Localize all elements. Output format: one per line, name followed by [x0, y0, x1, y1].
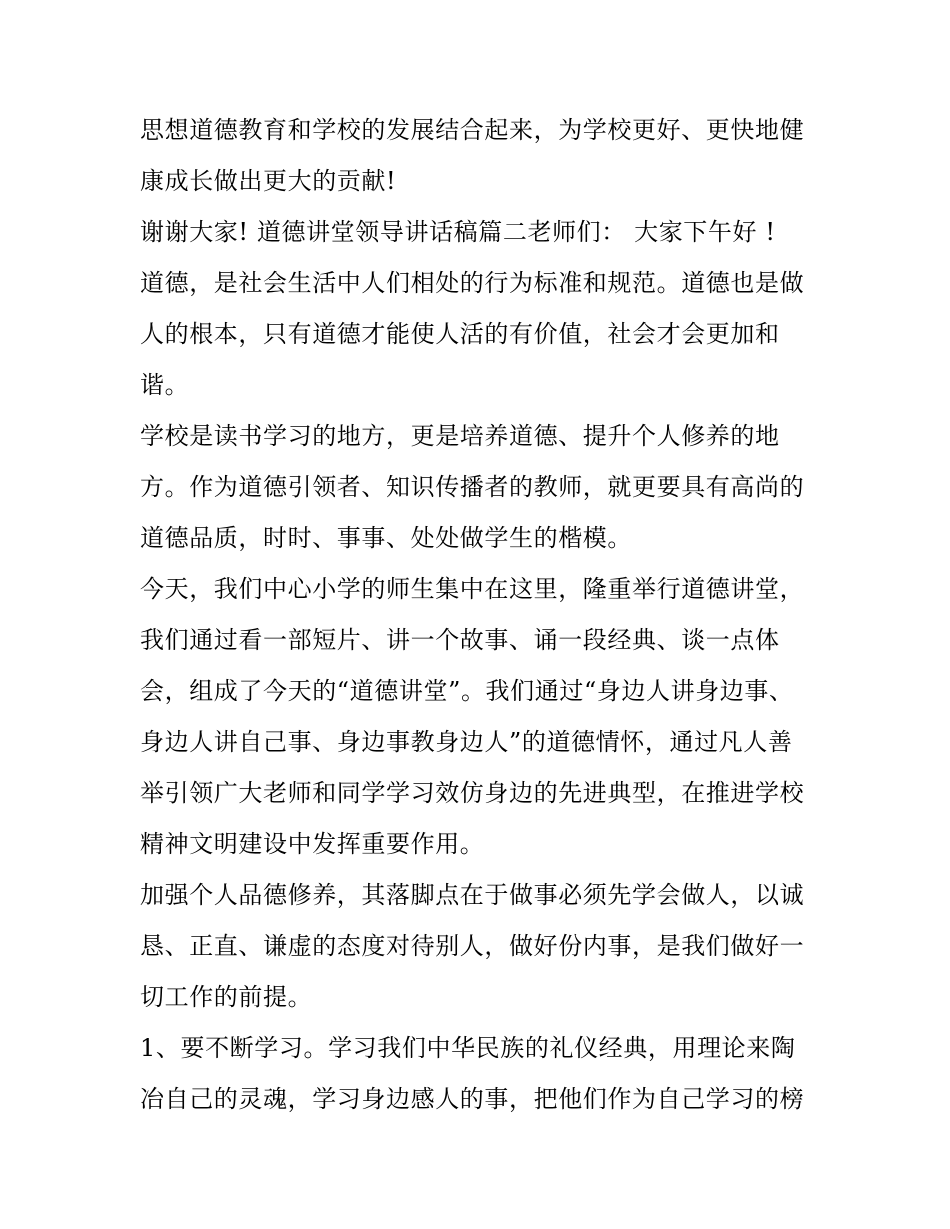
- text-line: 会，组成了今天的“道德讲堂”。我们通过“身边人讲身边事、: [140, 677, 794, 705]
- text-line: 精神文明建设中发挥重要作用。: [140, 830, 485, 858]
- text-line: 冶自己的灵魂，学习身边感人的事，把他们作为自己学习的榜: [140, 1085, 805, 1113]
- text-line: 谐。: [140, 371, 190, 399]
- text-line: 今天，我们中心小学的师生集中在这里，隆重举行道德讲堂，: [140, 575, 805, 603]
- text-line: 道德，是社会生活中人们相处的行为标准和规范。道德也是做: [140, 269, 805, 297]
- text-line: 思想道德教育和学校的发展结合起来，为学校更好、更快地健: [140, 116, 805, 144]
- text-line: 我们通过看一部短片、讲一个故事、诵一段经典、谈一点体: [140, 626, 780, 654]
- text-line: 人的根本，只有道德才能使人活的有价值，社会才会更加和: [140, 320, 780, 348]
- text-line: 加强个人品德修养，其落脚点在于做事必须先学会做人，以诚: [140, 881, 805, 909]
- text-line: 方。作为道德引领者、知识传播者的教师，就更要具有高尚的: [140, 473, 805, 501]
- text-line: 举引领广大老师和同学学习效仿身边的先进典型，在推进学校: [140, 779, 805, 807]
- text-line: 身边人讲自己事、身边事教身边人”的道德情怀，通过凡人善: [140, 728, 793, 756]
- text-line: 1、要不断学习。学习我们中华民族的礼仪经典，用理论来陶: [140, 1034, 796, 1062]
- text-line: 道德品质，时时、事事、处处做学生的楷模。: [140, 524, 632, 552]
- text-line: 恳、正直、谦虚的态度对待别人，做好份内事，是我们做好一: [140, 932, 805, 960]
- text-line: 康成长做出更大的贡献!: [140, 167, 397, 195]
- text-line: 学校是读书学习的地方，更是培养道德、提升个人修养的地: [140, 422, 780, 450]
- text-line: 切工作的前提。: [140, 983, 313, 1011]
- document-body: [140, 112, 820, 1132]
- text-line: 谢谢大家! 道德讲堂领导讲话稿篇二老师们： 大家下午好 !: [140, 218, 776, 246]
